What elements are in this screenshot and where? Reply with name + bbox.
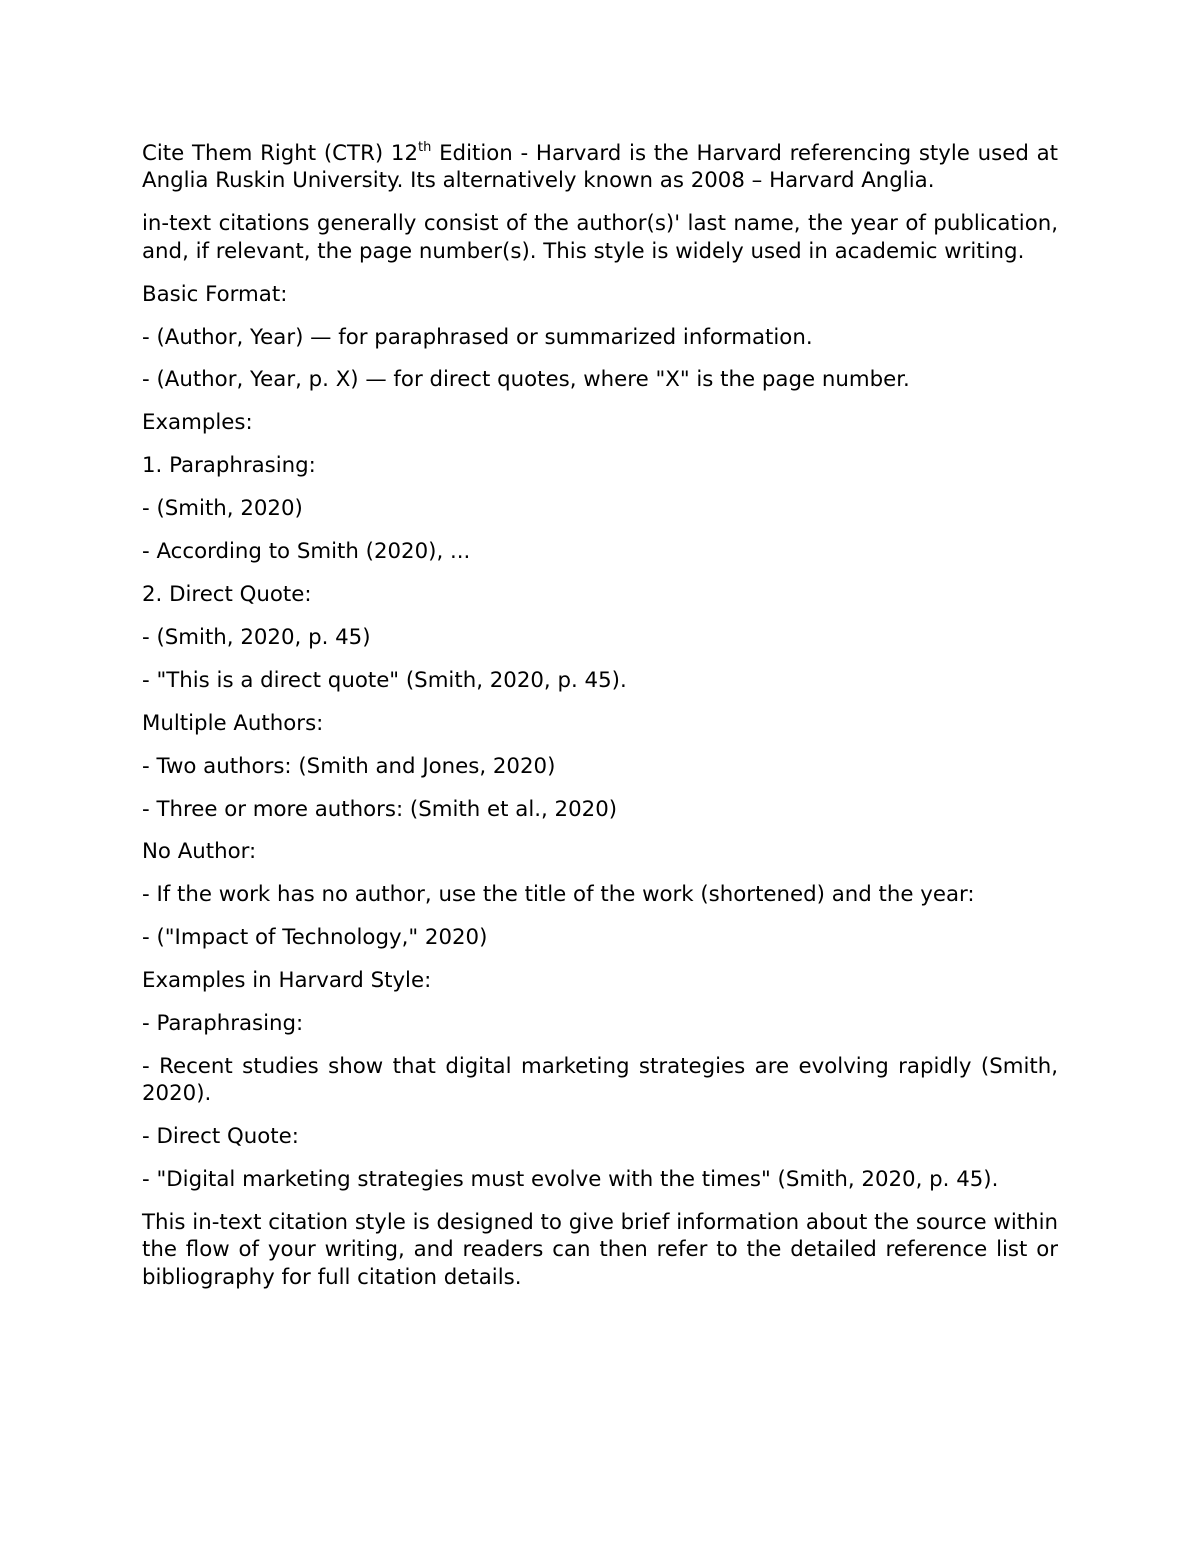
basic-format-item: - (Author, Year) — for paraphrased or summarized information.	[142, 324, 813, 350]
multiple-authors-item: - Three or more authors: (Smith et al., 2020)	[142, 796, 618, 822]
intro-text-start: Cite Them Right (CTR) 12	[142, 141, 419, 166]
harvard-direct-quote-text: - "Digital marketing strategies must evolve with the times" (Smith, 2020, p. 45).	[142, 1167, 999, 1193]
direct-quote-example: - (Smith, 2020, p. 45)	[142, 624, 371, 650]
harvard-direct-quote-label: - Direct Quote:	[142, 1124, 299, 1150]
paraphrasing-example: - (Smith, 2020)	[142, 496, 303, 522]
intro-text-end: Edition - Harvard is the Harvard referencing style used at Anglia Ruskin University. Its alternatively known as 2008 – Harvard Anglia.	[142, 141, 1058, 194]
examples-heading: Examples:	[142, 410, 253, 436]
basic-format-item: - (Author, Year, p. X) — for direct quotes, where "X" is the page number.	[142, 367, 910, 393]
no-author-item: - If the work has no author, use the title of the work (shortened) and the year:	[142, 882, 975, 908]
conclusion-paragraph: This in-text citation style is designed to give brief information about the source within the flow of your writing, and readers can then refer to the detailed reference list or bibliography for full citation details.	[142, 1210, 1058, 1290]
harvard-examples-heading: Examples in Harvard Style:	[142, 968, 432, 994]
direct-quote-example: - "This is a direct quote" (Smith, 2020, p. 45).	[142, 667, 627, 693]
multiple-authors-heading: Multiple Authors:	[142, 710, 324, 736]
no-author-heading: No Author:	[142, 839, 257, 865]
description-paragraph: in-text citations generally consist of the author(s)' last name, the year of publication, and, if relevant, the page number(s). This style is widely used in academic writing.	[142, 211, 1058, 264]
intro-paragraph	[142, 140, 1058, 195]
harvard-paraphrasing-label: - Paraphrasing:	[142, 1011, 304, 1037]
harvard-paraphrasing-text: - Recent studies show that digital marketing strategies are evolving rapidly (Smith, 2020).	[142, 1053, 1058, 1107]
edition-superscript: th	[418, 140, 432, 155]
document-page	[142, 140, 1058, 1307]
multiple-authors-item: - Two authors: (Smith and Jones, 2020)	[142, 753, 556, 779]
no-author-item: - ("Impact of Technology," 2020)	[142, 925, 488, 951]
direct-quote-heading: 2. Direct Quote:	[142, 581, 312, 607]
basic-format-heading: Basic Format:	[142, 281, 288, 307]
paraphrasing-heading: 1. Paraphrasing:	[142, 453, 316, 479]
paraphrasing-example: - According to Smith (2020), ...	[142, 539, 471, 565]
